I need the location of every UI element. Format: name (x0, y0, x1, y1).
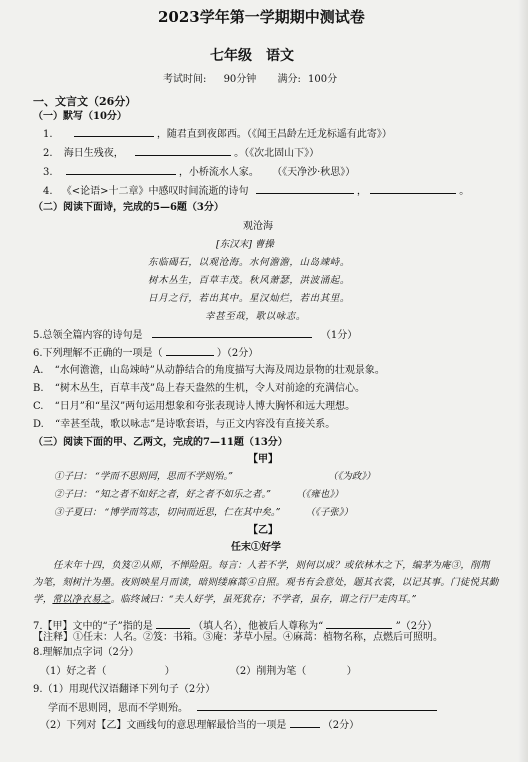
yi-passage-underlined: 常以净衣易之 (52, 594, 111, 605)
q6-text: 6.下列理解不正确的一项是（ (33, 348, 163, 359)
q8-item-2: （2）削荆为笔（ (229, 666, 307, 677)
q8-item-2-end: ） (346, 666, 357, 677)
q1-text: ，随君直到夜郎西。（《闻王昌龄左迁龙标遥有此寄》） (156, 129, 392, 140)
q8-item-2-blank[interactable] (310, 664, 344, 674)
jia-line-3 (54, 506, 353, 519)
q9-2-answer-blank[interactable] (290, 717, 320, 728)
q5-text: 5.总领全篇内容的诗句是 (33, 330, 143, 341)
q3-number: 3. (43, 167, 53, 178)
exam-time-value: 90分钟 (223, 74, 257, 85)
q3-answer-blank[interactable] (66, 164, 176, 175)
section3-heading: （三）阅读下面的甲、乙两文，完成的7—11题（13分） (33, 437, 288, 448)
q9-2-text: （2）下列对【乙】文画线句的意思理解最恰当的一项是 (40, 720, 287, 731)
poem-title: 观沧海 (243, 221, 273, 232)
option-a-label: A. (33, 365, 44, 376)
full-score-label: 满分: (277, 74, 301, 85)
part1-heading: 一、文言文（26分） (33, 95, 137, 108)
option-c (33, 400, 355, 413)
q3-source: （《天净沙·秋思》） (272, 167, 356, 178)
yi-passage-part-a: 任末年十四，负笈②从师，不惮险阻。每言：人若不学，则何以成？或依林木之下，编茅为庵③，削荆为笔，刻树汁为墨。夜则映星月而读，暗则缕麻蒿④自照。观书有会意处，题其衣裳，以记其事。门徒悦其勤学， (33, 560, 499, 605)
question-1 (43, 126, 392, 141)
question-2 (43, 145, 319, 160)
q4-number: 4. (43, 186, 53, 197)
q2-number: 2. (43, 148, 53, 159)
q1-answer-blank[interactable] (74, 126, 154, 137)
jia-line-3-text: “博学而笃志，切问而近思，仁在其中矣。” (104, 507, 281, 518)
option-d-text: “幸甚至哉，歌以咏志”是诗歌套语，与正文内容没有直接关系。 (55, 419, 336, 430)
q1-number: 1. (43, 129, 53, 140)
poem-line-1: 东临碣石，以观沧海。水何澹澹，山岛竦峙。 (148, 257, 351, 268)
q8-item-1-end: ） (164, 666, 175, 677)
option-b-label: B. (33, 383, 44, 394)
exam-subtitle: 七年级 语文 (210, 48, 294, 64)
section1-heading: （一）默写（10分） (33, 111, 127, 122)
q8-item-1: （1）好之者（ (40, 666, 107, 677)
option-a-text: “水何澹澹，山岛竦峙”从动静结合的角度描写大海及周边景物的壮观景象。 (54, 365, 385, 376)
yi-title: 任末①好学 (231, 542, 281, 553)
jia-label: 【甲】 (248, 454, 278, 465)
option-d-label: D. (33, 419, 44, 430)
jia-line-3-src: （《子张》） (305, 507, 354, 518)
q5-score: （1分） (320, 330, 358, 341)
q3-text: ，小桥流水人家。 (178, 167, 259, 178)
question-9-2 (40, 717, 359, 732)
q2-source: 。（《次北固山下》） (234, 148, 320, 159)
q7-part-b: （填人名），他被后人尊称为“ (193, 621, 324, 632)
jia-line-1-text: “学而不思则罔，思而不学则殆。” (95, 471, 234, 482)
q4-answer-blank-1[interactable] (256, 183, 354, 194)
option-c-text: “日月”和“星汉”两句运用想象和夸张表现诗人博大胸怀和远大理想。 (54, 401, 356, 412)
option-c-label: C. (33, 401, 44, 412)
q4-text: 《<论语>十二章》中感叹时间流逝的诗句 (61, 186, 249, 197)
q9-2-score: （2分） (322, 720, 360, 731)
option-d (33, 418, 335, 431)
page-edge-shadow (518, 0, 528, 762)
q4-answer-blank-2[interactable] (370, 183, 456, 194)
q7-part-a: 7.【甲】文中的“子”指的是 (33, 621, 153, 632)
jia-line-2-text: “知之者不如好之者，好之者不如乐之者。” (95, 489, 272, 500)
q7-part-c: ”（2分） (395, 621, 438, 632)
full-score-value: 100分 (308, 74, 338, 85)
q8-item-1-blank[interactable] (110, 664, 162, 674)
poem-line-4: 幸甚至哉，歌以咏志。 (205, 311, 307, 322)
jia-line-2-num: ②子曰： (54, 489, 93, 500)
q9-answer-blank[interactable] (197, 700, 437, 711)
yi-annotation: 【注释】①任末：人名。②笈：书箱。③庵：茅草小屋。④麻蒿：植物名称，点燃后可照明。 (33, 632, 443, 643)
q7-answer-blank-2[interactable] (326, 618, 392, 629)
q9-sentence-row (48, 700, 437, 715)
q4-end: 。 (459, 186, 470, 197)
poem-line-2: 树木丛生，百草丰茂。秋风萧瑟，洪波涌起。 (148, 275, 351, 286)
jia-line-3-num: ③子夏曰： (54, 507, 102, 518)
question-5 (33, 327, 357, 342)
question-4 (43, 183, 469, 198)
yi-passage (33, 557, 499, 608)
option-a (33, 364, 385, 377)
q2-answer-blank[interactable] (135, 145, 231, 156)
q9-sentence: 学而不思则罔，思而不学则殆。 (48, 703, 188, 714)
jia-line-1-num: ①子曰： (54, 471, 93, 482)
q5-answer-blank[interactable] (152, 327, 312, 338)
question-3 (43, 164, 355, 179)
yi-label: 【乙】 (248, 525, 278, 536)
q4-comma: ， (356, 186, 367, 197)
q2-text: 海日生残夜， (63, 148, 124, 159)
jia-line-1-src: （《为政》） (328, 471, 376, 482)
option-b-text: “树木丛生，百草丰茂”岛上春天盎然的生机，令人对前途的充满信心。 (54, 383, 365, 394)
question-8-items (40, 664, 357, 678)
question-9-heading: 9.（1）用现代汉语翻译下列句子（2分） (33, 684, 216, 695)
q7-answer-blank-1[interactable] (156, 618, 190, 629)
question-8-heading: 8.理解加点字词（2分） (33, 647, 139, 658)
exam-meta (163, 73, 337, 86)
exam-title: 2023学年第一学期期中测试卷 (158, 8, 365, 26)
q6-answer-blank[interactable] (166, 345, 214, 356)
poem-author: [东汉末] 曹操 (216, 239, 274, 250)
question-6 (33, 345, 258, 360)
yi-passage-part-b: 。临终诫曰：“夫人好学，虽死犹存；不学者，虽存，谓之行尸走肉耳。” (110, 594, 417, 605)
jia-line-2 (54, 488, 344, 501)
poem-line-3: 日月之行，若出其中。星汉灿烂，若出其里。 (148, 293, 351, 304)
jia-line-1 (54, 470, 376, 483)
exam-time-label: 考试时间: (163, 74, 207, 85)
option-b (33, 382, 365, 395)
question-7 (33, 618, 437, 633)
section2-heading: （二）阅读下面诗，完成的5—6题（3分） (33, 202, 224, 213)
q6-score: ）（2分） (216, 348, 259, 359)
jia-line-2-src: （《雍也》） (296, 489, 344, 500)
